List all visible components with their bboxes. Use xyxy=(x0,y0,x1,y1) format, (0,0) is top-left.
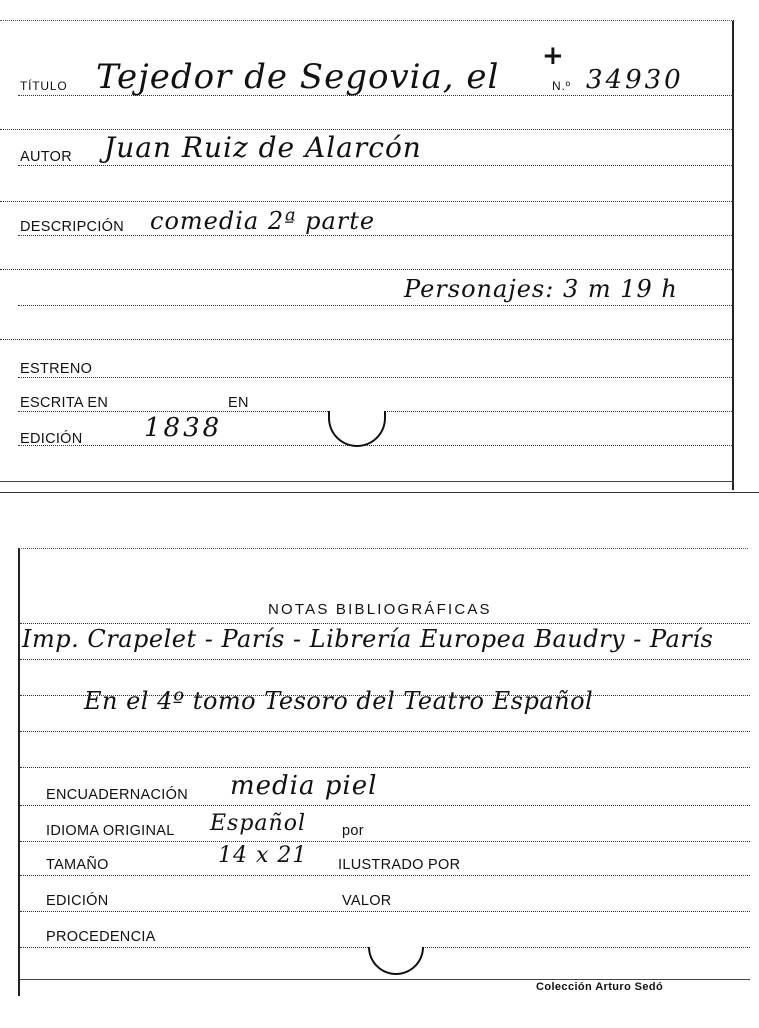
edicion-label: EDICIÓN xyxy=(20,431,83,447)
rule-line xyxy=(0,129,734,130)
numero-label: N.º xyxy=(552,79,571,93)
rule-line xyxy=(20,623,750,624)
ilustrado-label: ILUSTRADO POR xyxy=(338,857,461,873)
rule-line xyxy=(0,481,734,482)
en-label: EN xyxy=(228,395,249,411)
filing-notch xyxy=(368,947,424,975)
valor-label: VALOR xyxy=(342,893,392,909)
note-line-2: En el 4º tomo Tesoro del Teatro Español xyxy=(84,687,594,715)
rule-line xyxy=(18,235,734,236)
rule-line xyxy=(20,659,750,660)
rule-line xyxy=(0,201,734,202)
encuadernacion-value: media piel xyxy=(230,771,378,801)
por-label: por xyxy=(342,823,364,839)
personajes-value: Personajes: 3 m 19 h xyxy=(404,275,678,303)
titulo-label: TÍTULO xyxy=(20,79,68,93)
rule-line xyxy=(18,445,734,446)
cross-mark: + xyxy=(542,41,565,71)
numero-value: 34930 xyxy=(586,65,684,95)
notas-heading: NOTAS BIBLIOGRÁFICAS xyxy=(268,601,492,618)
catalog-card-front xyxy=(0,20,734,490)
card-separator xyxy=(0,492,759,493)
autor-value: Juan Ruiz de Alarcón xyxy=(104,131,422,164)
idioma-value: Español xyxy=(210,811,306,836)
escrita-label: ESCRITA EN xyxy=(20,395,109,411)
estreno-label: ESTRENO xyxy=(20,361,93,377)
titulo-value: Tejedor de Segovia, el xyxy=(96,57,500,97)
collection-credit: Colección Arturo Sedó xyxy=(536,981,664,993)
rule-line xyxy=(18,305,734,306)
rule-line xyxy=(20,841,750,842)
rule-line xyxy=(0,269,734,270)
rule-line xyxy=(18,165,734,166)
rule-line xyxy=(20,875,750,876)
encuadernacion-label: ENCUADERNACIÓN xyxy=(46,787,188,803)
catalog-card-back xyxy=(18,548,748,996)
rule-line xyxy=(0,339,734,340)
edicion-value: 1838 xyxy=(144,413,223,443)
rule-line xyxy=(20,979,750,980)
procedencia-label: PROCEDENCIA xyxy=(46,929,156,945)
rule-line xyxy=(18,377,734,378)
note-line-1: Imp. Crapelet - París - Librería Europea Baudry - París xyxy=(22,625,714,653)
rule-line xyxy=(20,911,750,912)
edicion-label-bottom: EDICIÓN xyxy=(46,893,109,909)
tamano-label: TAMAÑO xyxy=(46,857,109,873)
descripcion-value: comedia 2ª parte xyxy=(150,207,376,235)
autor-label: AUTOR xyxy=(20,149,72,165)
rule-line xyxy=(20,731,750,732)
idioma-label: IDIOMA ORIGINAL xyxy=(46,823,175,839)
tamano-value: 14 x 21 xyxy=(218,843,308,868)
descripcion-label: DESCRIPCIÓN xyxy=(20,219,125,235)
rule-line xyxy=(20,767,750,768)
rule-line xyxy=(20,805,750,806)
filing-notch xyxy=(328,411,386,447)
